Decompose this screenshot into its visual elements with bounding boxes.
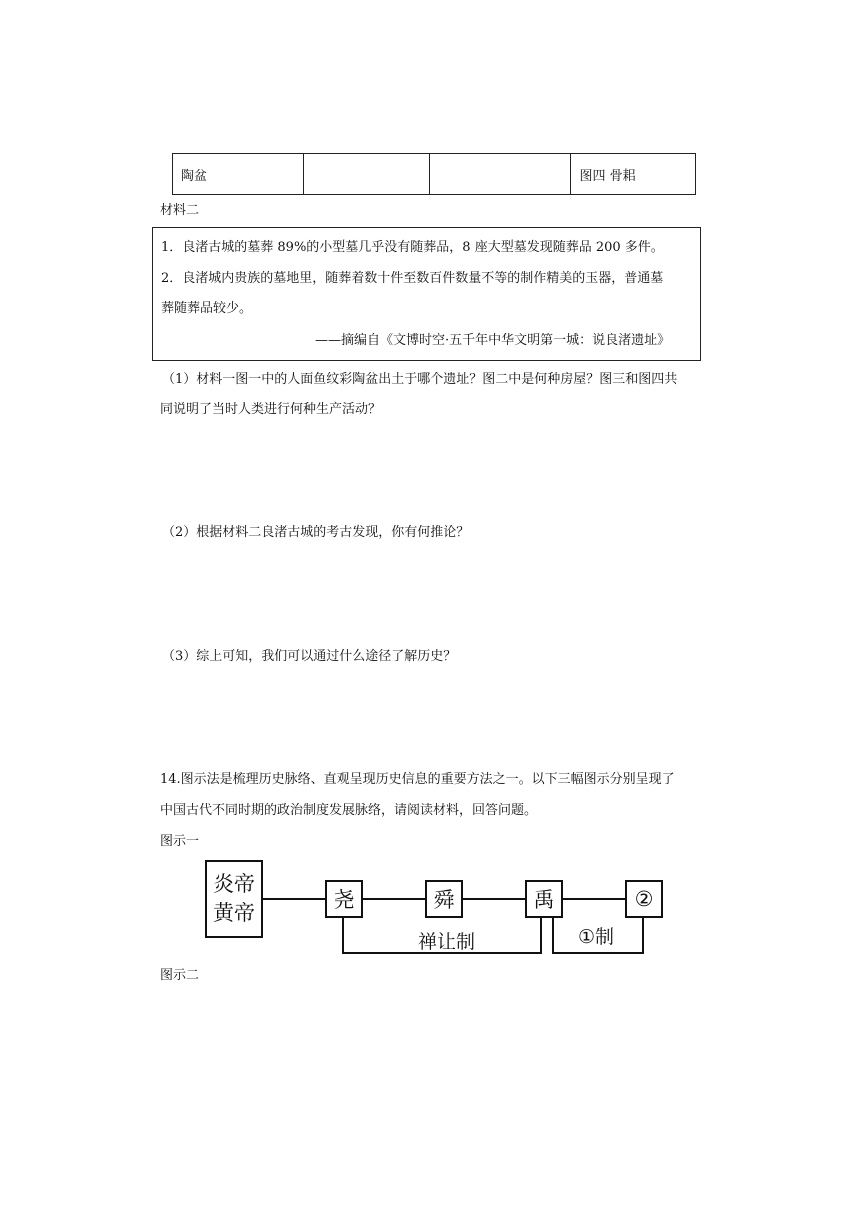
yu-drop-line-left [540, 918, 542, 954]
yandi-label: 炎帝 [213, 872, 255, 896]
material2-source: ——摘编自《文博时空·五千年中华文明第一城：说良渚遗址》 [315, 333, 671, 348]
material2-line2b: 葬随葬品较少。 [161, 301, 253, 316]
shun-box: 舜 [425, 880, 463, 918]
question-2: （2）根据材料二良渚古城的考古发现，你有何推论？ [162, 525, 470, 540]
yandi-huangdi-box [205, 860, 263, 938]
material2-heading: 材料二 [160, 203, 200, 218]
material2-line2a: 2．良渚城内贵族的墓地里，随葬着数十件至数百件数量不等的制作精美的玉器，普通墓 [161, 271, 664, 286]
huangdi-label: 黄帝 [213, 901, 255, 925]
box2-drop-line [642, 918, 644, 954]
table-cell-empty-1 [304, 154, 431, 194]
unknown-1-system-label: ①制 [578, 926, 615, 948]
figure1-label: 图示一 [160, 834, 200, 849]
yao-drop-line [342, 918, 344, 954]
yao-box: 尧 [325, 880, 363, 918]
question-14-line1: 14.图示法是梳理历史脉络、直观呈现历史信息的重要方法之一。以下三幅图示分别呈现了 [160, 772, 675, 787]
material2-box [152, 227, 701, 361]
hereditary-bottom-line [552, 952, 644, 954]
shanrang-label: 禅让制 [418, 931, 476, 953]
artifact-table-row [172, 153, 696, 195]
unknown-2-box: ② [625, 880, 663, 918]
question-1-line2: 同说明了当时人类进行何种生产活动？ [160, 402, 382, 417]
question-1-line1: （1）材料一图一中的人面鱼纹彩陶盆出土于哪个遗址？图二中是何种房屋？图三和图四共 [162, 372, 678, 387]
question-3: （3）综上可知，我们可以通过什么途径了解历史？ [162, 649, 457, 664]
yu-box: 禹 [525, 880, 563, 918]
table-cell-empty-2 [430, 154, 571, 194]
question-14-line2: 中国古代不同时期的政治制度发展脉络，请阅读材料，回答问题。 [160, 803, 538, 818]
figure2-label: 图示二 [160, 968, 200, 983]
table-cell-bone-si: 图四 骨耜 [579, 168, 636, 184]
table-cell-pottery-basin: 陶盆 [173, 154, 304, 194]
material2-line1: 1．良渚古城的墓葬 89%的小型墓几乎没有随葬品，8 座大型墓发现随葬品 200 多件。 [161, 240, 664, 255]
yu-drop-line-right [552, 918, 554, 954]
